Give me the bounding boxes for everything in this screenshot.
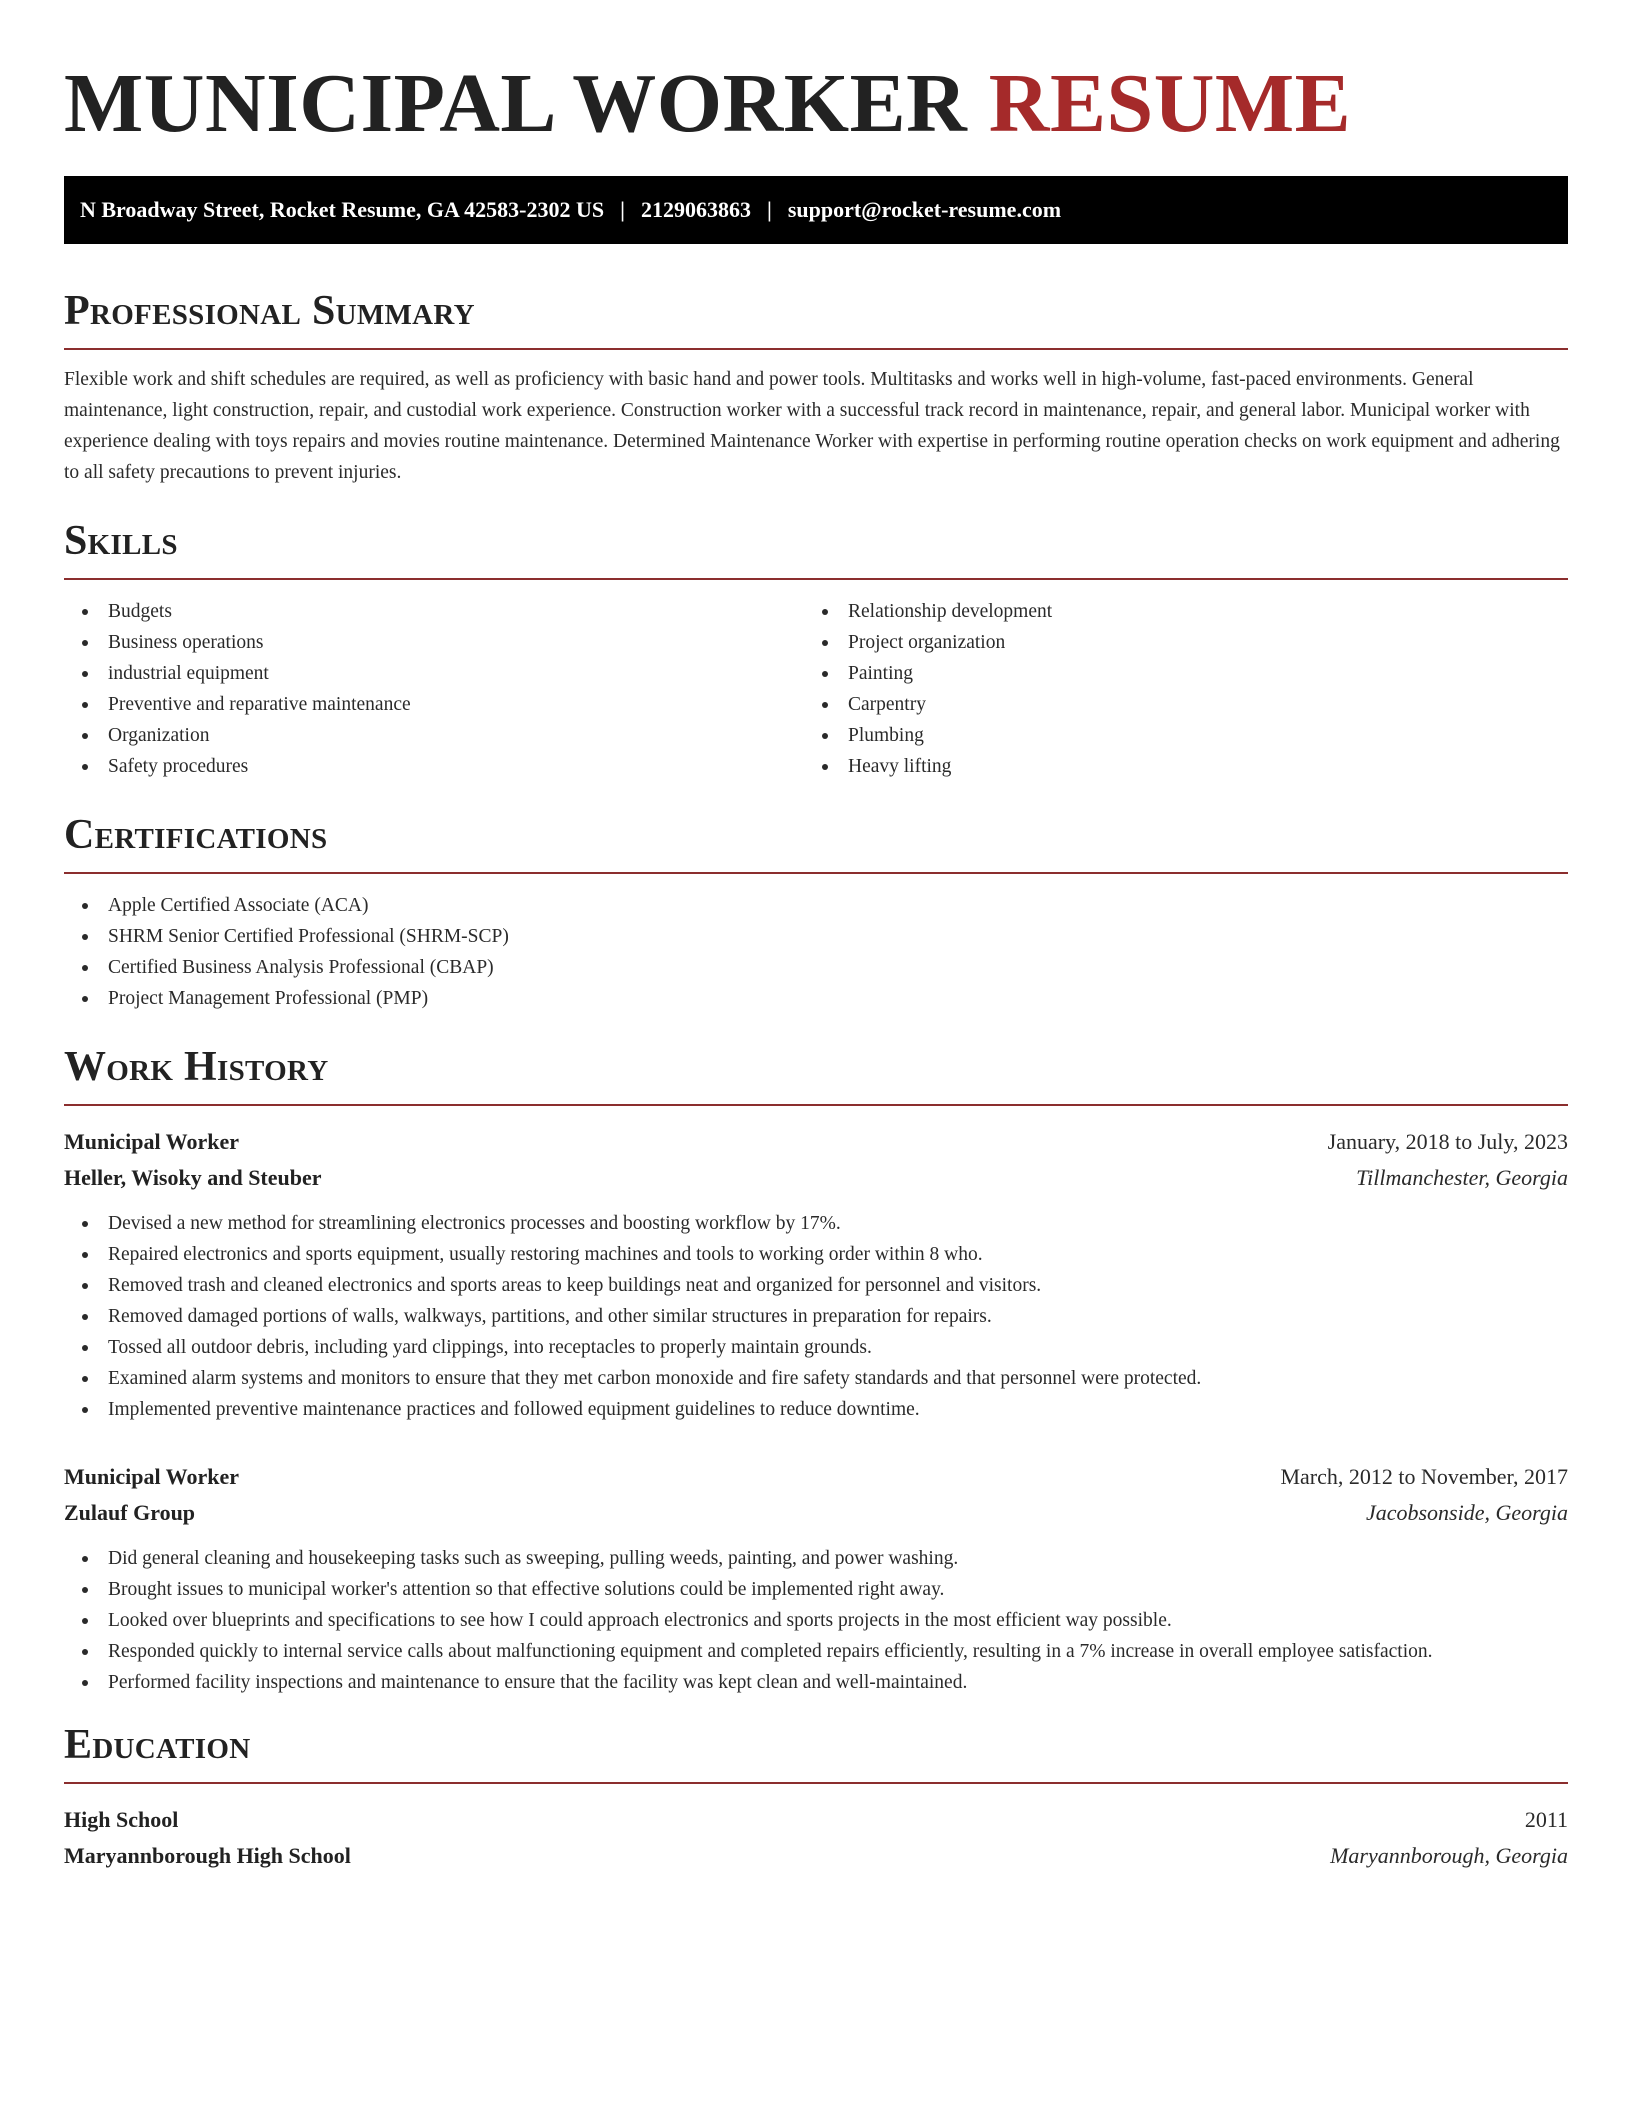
certifications-list [64,890,1568,1014]
summary-heading: Professional Summary [64,286,1568,350]
job-duty: Brought issues to municipal worker's attention so that effective solutions could be implemented right away. [64,1574,1568,1605]
education-school: Maryannborough High School [64,1843,351,1868]
job-duties-list [64,1543,1568,1698]
education-section [64,1720,1568,1874]
contact-separator: | [620,197,625,222]
skills-list-right [804,596,1544,782]
education-degree: High School [64,1807,179,1832]
contact-address: N Broadway Street, Rocket Resume, GA 42583-2302 US [80,197,605,222]
contact-email: support@rocket-resume.com [787,197,1062,222]
job-dates: March, 2012 to November, 2017 [1280,1464,1568,1489]
job-duties-list [64,1208,1568,1425]
title-main: MUNICIPAL WORKER [64,57,968,150]
certification-item: SHRM Senior Certified Professional (SHRM-SCP) [64,921,1568,952]
skill-item: Organization [64,720,804,751]
job-duty: Devised a new method for streamlining electronics processes and boosting workflow by 17%. [64,1208,1568,1239]
job-dates: January, 2018 to July, 2023 [1327,1129,1568,1154]
skill-item: Heavy lifting [804,751,1544,782]
education-year: 2011 [1524,1807,1568,1832]
job-company: Zulauf Group [64,1500,196,1525]
skill-item: Budgets [64,596,804,627]
contact-phone: 2129063863 [640,197,751,222]
job-title-row [64,1124,1568,1160]
summary-text: Flexible work and shift schedules are required, as well as proficiency with basic hand and power tools. Multitasks and works well in high-volume, fast-paced environments. General maintenance, light construction, repair, and custodial work experience. Construction worker with a successful track record in maintenance, repair, and general labor. Municipal worker with experience dealing with toys repairs and movies routine maintenance. Determined Maintenance Worker with expertise in performing routine operation checks on work equipment and adhering to all safety precautions to prevent injuries. [64,369,1560,483]
education-school-row [64,1838,1568,1874]
skill-item: Carpentry [804,689,1544,720]
certification-item: Certified Business Analysis Professional (CBAP) [64,952,1568,983]
job-duty: Looked over blueprints and specifications to see how I could approach electronics and sports projects in the most efficient way possible. [64,1605,1568,1636]
education-degree-row [64,1802,1568,1838]
summary-section [64,286,1568,488]
skills-list-left [64,596,804,782]
contact-separator: | [766,197,772,222]
education-entry [64,1802,1568,1874]
job-duty: Removed trash and cleaned electronics and sports areas to keep buildings neat and organized for personnel and visitors. [64,1270,1568,1301]
job-title: Municipal Worker [64,1129,239,1154]
job-company-row [64,1495,1568,1531]
resume-page [64,56,1568,1874]
job-entry [64,1124,1568,1425]
skill-item: Business operations [64,627,804,658]
job-duty: Performed facility inspections and maintenance to ensure that the facility was kept clean and well-maintained. [64,1667,1568,1698]
certifications-section [64,810,1568,1014]
skill-item: Plumbing [804,720,1544,751]
skill-item: Painting [804,658,1544,689]
job-duty: Tossed all outdoor debris, including yard clippings, into receptacles to properly maintain grounds. [64,1332,1568,1363]
education-location: Maryannborough, Georgia [1330,1843,1568,1868]
job-title-row [64,1459,1568,1495]
skill-item: industrial equipment [64,658,804,689]
job-location: Tillmanchester, Georgia [1356,1165,1568,1190]
resume-title [64,56,1568,152]
job-duty: Removed damaged portions of walls, walkways, partitions, and other similar structures in preparation for repairs. [64,1301,1568,1332]
skill-item: Project organization [804,627,1544,658]
education-heading: Education [64,1720,1568,1784]
certifications-heading: Certifications [64,810,1568,874]
work-history-section [64,1042,1568,1698]
skills-heading: Skills [64,516,1568,580]
job-location: Jacobsonside, Georgia [1365,1500,1568,1525]
job-duty: Responded quickly to internal service calls about malfunctioning equipment and completed repairs efficiently, resulting in a 7% increase in overall employee satisfaction. [64,1636,1568,1667]
job-company-row [64,1160,1568,1196]
skill-item: Relationship development [804,596,1544,627]
certification-item: Project Management Professional (PMP) [64,983,1568,1014]
job-duty: Repaired electronics and sports equipment, usually restoring machines and tools to working order within 8 who. [64,1239,1568,1270]
job-title: Municipal Worker [64,1464,239,1489]
title-accent: RESUME [988,57,1352,150]
skills-section [64,516,1568,782]
contact-bar [64,176,1568,244]
job-duty: Examined alarm systems and monitors to ensure that they met carbon monoxide and fire safety standards and that personnel were protected. [64,1363,1568,1394]
certification-item: Apple Certified Associate (ACA) [64,890,1568,921]
job-company: Heller, Wisoky and Steuber [64,1165,322,1190]
skill-item: Preventive and reparative maintenance [64,689,804,720]
job-duty: Implemented preventive maintenance practices and followed equipment guidelines to reduce downtime. [64,1394,1568,1425]
skill-item: Safety procedures [64,751,804,782]
job-duty: Did general cleaning and housekeeping tasks such as sweeping, pulling weeds, painting, and power washing. [64,1543,1568,1574]
job-entry [64,1459,1568,1698]
skills-columns [64,580,1568,782]
work-history-heading: Work History [64,1042,1568,1106]
